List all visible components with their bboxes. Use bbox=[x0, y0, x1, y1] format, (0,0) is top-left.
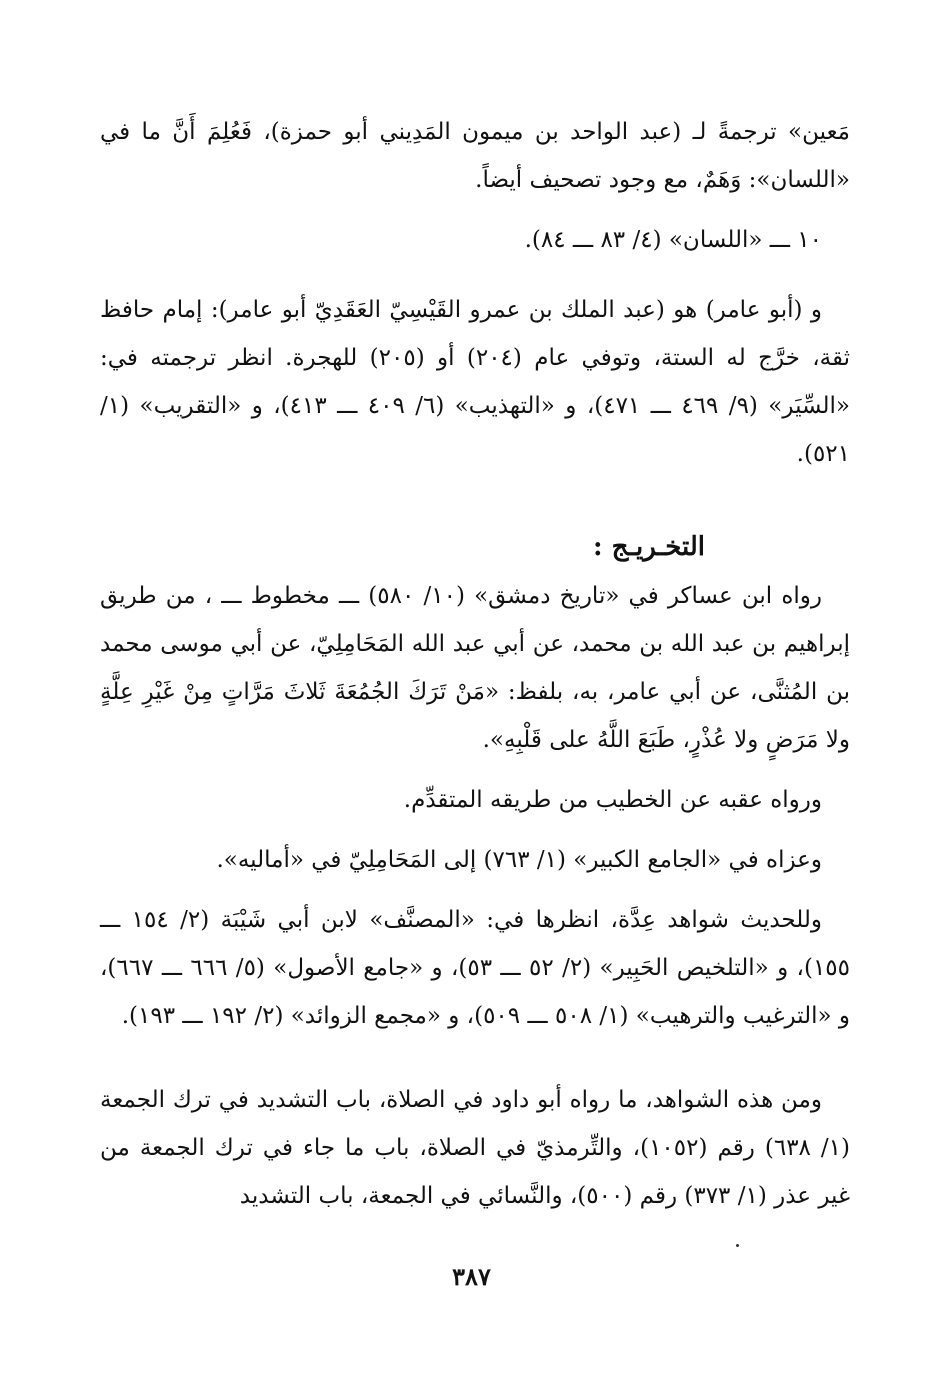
takhrij-paragraph-2: ورواه عقبه عن الخطيب من طريقه المتقدِّم. bbox=[403, 787, 822, 813]
takhrij-paragraph-1: رواه ابن عساكر في «تاريخ دمشق» (١٠/ ٥٨٠) ـــ مخطوط ـــ ، من طريق إبراهيم بن عبد الله بن محمد، عن أبي عبد الله المَحَامِلِيّ، عن أبي موسى محمد بن المُثنَّى، عن أبي عامر، به، بلفظ: «مَنْ تَرَكَ الجُمُعَةَ ثَلاثَ مَرَّاتٍ مِنْ غَيْرِ عِلَّةٍ ولا مَرَضٍ ولا عُذْرٍ، طَبَعَ اللَّهُ على قَلْبِهِ». bbox=[100, 583, 850, 753]
footnote-entry-10: ١٠ ـــ «اللسان» (٤/ ٨٣ ـــ ٨٤). bbox=[524, 227, 822, 253]
print-speck bbox=[736, 1244, 739, 1247]
abu-amir-paragraph: و (أبو عامر) هو (عبد الملك بن عمرو القَيْسِيّ العَقَدِيّ أبو عامر): إمام حافظ ثقة، خرَّج له الستة، وتوفي عام (٢٠٤) أو (٢٠٥) للهجرة. انظر ترجمته في: «السِّيَر» (٩/ ٤٦٩ ـــ ٤٧١)، و «التهذيب» (٦/ ٤٠٩ ـــ ٤١٣)، و «التقريب» (١/ ٥٢١). bbox=[100, 297, 851, 467]
takhrij-paragraph-4: وللحديث شواهد عِدَّة، انظرها في: «المصنَّف» لابن أبي شَيْبَة (٢/ ١٥٤ ـــ ١٥٥)، و «التلخيص الحَبِير» (٢/ ٥٢ ـــ ٥٣)، و «جامع الأصول» (٥/ ٦٦٦ ـــ ٦٦٧)، و «الترغيب والترهيب» (١/ ٥٠٨ ـــ ٥٠٩)، و «مجمع الزوائد» (٢/ ١٩٢ ـــ ١٩٣). bbox=[100, 907, 851, 1029]
takhrij-paragraph-3: وعزاه في «الجامع الكبير» (١/ ٧٦٣) إلى المَحَامِلِيّ في «أماليه». bbox=[216, 847, 822, 873]
section-heading: التخـريـج : bbox=[592, 532, 705, 562]
takhrij-paragraph-5: ومن هذه الشواهد، ما رواه أبو داود في الصلاة، باب التشديد في ترك الجمعة (١/ ٦٣٨) رقم (١٠٥٢)، والتِّرمذيّ في الصلاة، باب ما جاء في ترك الجمعة من غير عذر (١/ ٣٧٣) رقم (٥٠٠)، والنَّسائي في الجمعة، باب التشديد bbox=[100, 1087, 850, 1209]
page-number: ٣٨٧ bbox=[452, 1262, 491, 1291]
page-body bbox=[100, 108, 850, 1220]
continued-paragraph: مَعين» ترجمةً لـ (عبد الواحد بن ميمون المَدِيني أبو حمزة)، فَعُلِمَ أَنَّ ما في «اللسان»: وَهَمٌ، مع وجود تصحيف أيضاً. bbox=[100, 119, 850, 193]
